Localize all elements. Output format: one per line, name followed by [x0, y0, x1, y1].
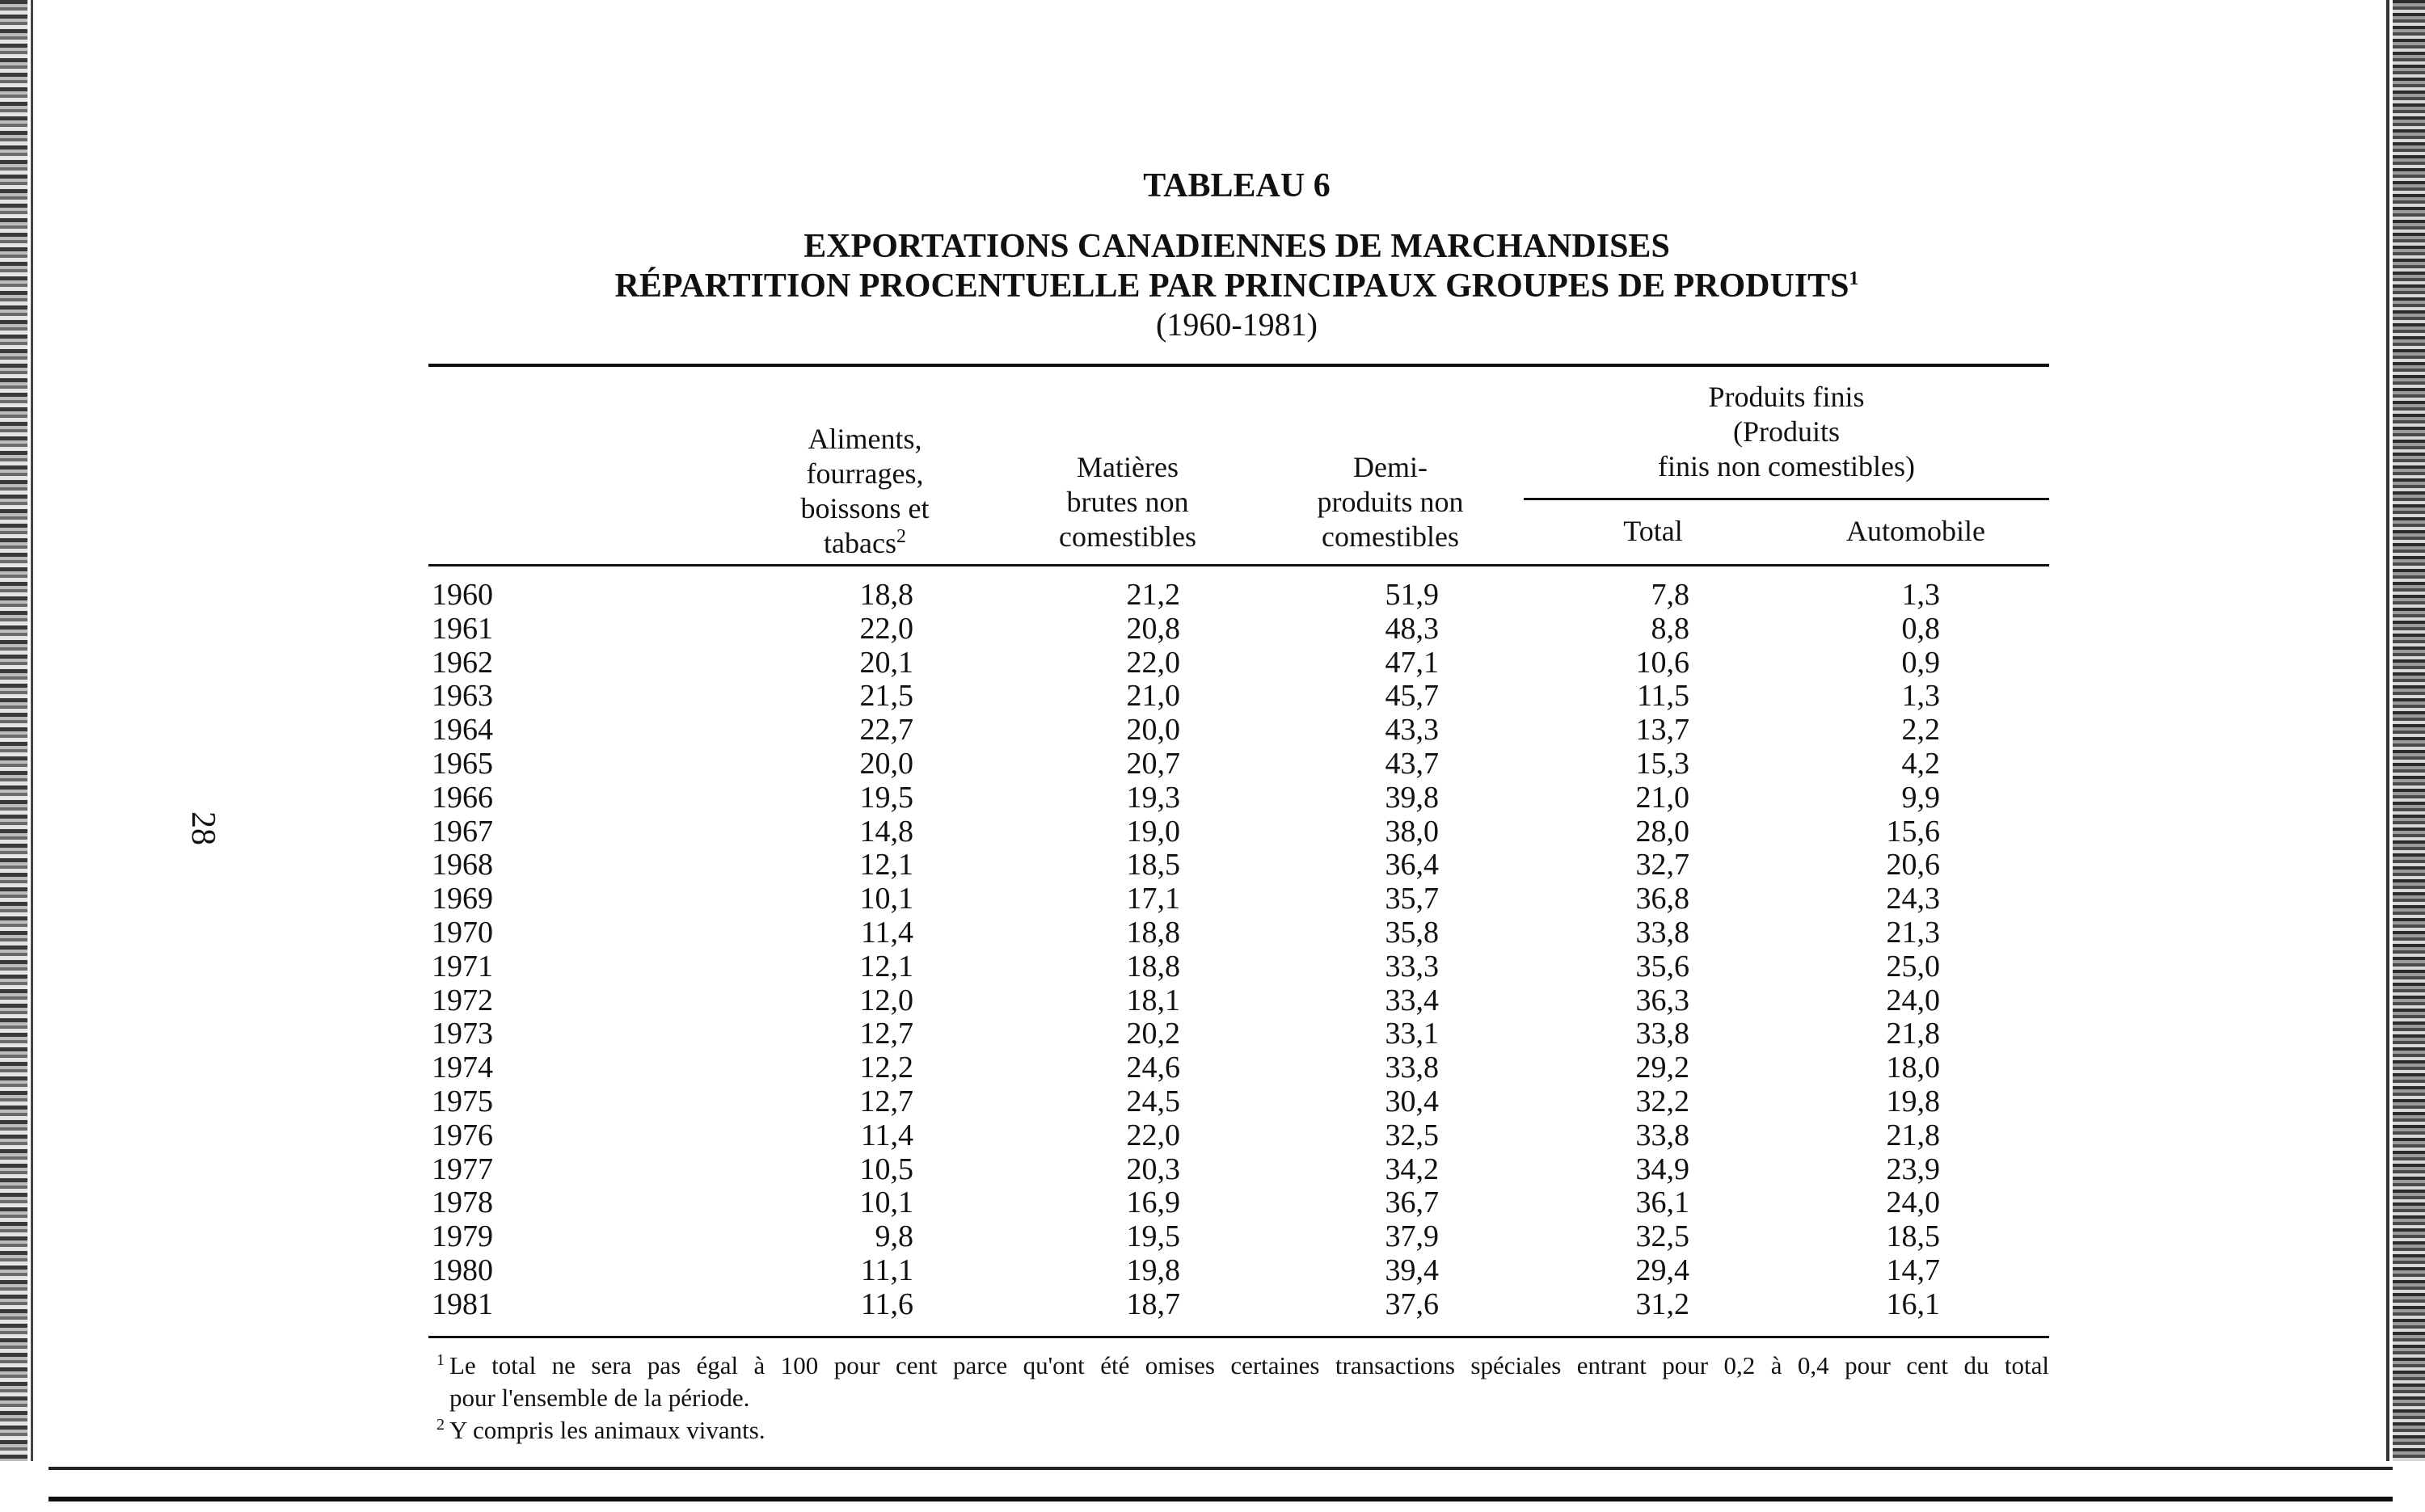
footnote-ref-2: 2 [896, 526, 906, 547]
footnote-1 [436, 1350, 2049, 1382]
cell-auto: 21,8 [1886, 1017, 1940, 1051]
cell-food: 12,7 [859, 1017, 913, 1051]
table-row [428, 612, 2045, 646]
cell-year: 1966 [432, 780, 493, 815]
cell-year: 1972 [432, 983, 493, 1017]
cell-year: 1961 [432, 611, 493, 646]
scan-right-border [2386, 0, 2389, 1512]
table-row [428, 1118, 2045, 1152]
cell-food: 22,7 [859, 713, 913, 748]
finished-group-rule [1524, 498, 2049, 500]
cell-total: 36,1 [1635, 1186, 1689, 1220]
cell-semi: 36,7 [1385, 1186, 1439, 1220]
footnote-ref-1: 1 [1849, 268, 1859, 289]
cell-crude: 20,7 [1126, 747, 1180, 781]
cell-food: 12,1 [859, 949, 913, 983]
col-header-food-line [752, 526, 978, 561]
cell-crude: 20,3 [1126, 1152, 1180, 1186]
cell-year: 1969 [432, 882, 493, 916]
table-row [428, 1152, 2045, 1186]
cell-food: 10,1 [859, 1186, 913, 1220]
cell-semi: 32,5 [1385, 1118, 1439, 1152]
cell-total: 21,0 [1635, 780, 1689, 815]
scan-left-border [31, 0, 33, 1512]
cell-semi: 34,2 [1385, 1152, 1439, 1186]
cell-year: 1963 [432, 679, 493, 714]
cell-crude: 22,0 [1126, 645, 1180, 680]
col-header-crude-line: Matières [1077, 451, 1179, 483]
cell-total: 32,7 [1635, 848, 1689, 882]
cell-year: 1974 [432, 1051, 493, 1085]
cell-year: 1973 [432, 1017, 493, 1051]
table-period: (1960-1981) [1156, 306, 1318, 343]
scan-left-edge [0, 0, 27, 1512]
cell-semi: 48,3 [1385, 611, 1439, 646]
col-header-crude-line: comestibles [1059, 520, 1196, 553]
cell-semi: 51,9 [1385, 578, 1439, 612]
table-row [428, 1219, 2045, 1253]
cell-year: 1976 [432, 1118, 493, 1152]
cell-total: 36,3 [1635, 983, 1689, 1017]
cell-auto: 0,9 [1901, 645, 1940, 680]
cell-crude: 19,3 [1126, 780, 1180, 815]
cell-total: 28,0 [1635, 814, 1689, 849]
col-header-semi-line: Demi- [1353, 451, 1428, 483]
cell-auto: 19,8 [1886, 1085, 1940, 1118]
cell-auto: 23,9 [1886, 1152, 1940, 1186]
cell-food: 18,8 [859, 578, 913, 612]
cell-crude: 20,8 [1126, 611, 1180, 646]
cell-total: 15,3 [1635, 747, 1689, 781]
cell-food: 12,1 [859, 848, 913, 882]
cell-auto: 16,1 [1886, 1287, 1940, 1321]
col-header-food-text: tabacs [824, 527, 896, 559]
cell-auto: 1,3 [1901, 679, 1940, 714]
table-row [428, 679, 2045, 713]
cell-total: 10,6 [1635, 645, 1689, 680]
cell-semi: 43,7 [1385, 747, 1439, 781]
col-header-food-line: Aliments, [808, 423, 922, 455]
cell-total: 33,8 [1635, 1118, 1689, 1152]
cell-auto: 1,3 [1901, 578, 1940, 612]
cell-auto: 20,6 [1886, 848, 1940, 882]
cell-auto: 0,8 [1901, 611, 1940, 646]
col-header-crude-line: brutes non [1066, 486, 1189, 518]
col-header-crude [1018, 450, 1237, 554]
table-top-rule [428, 364, 2049, 367]
table-row [428, 950, 2045, 983]
cell-crude: 19,8 [1126, 1253, 1180, 1287]
cell-food: 11,1 [860, 1253, 913, 1287]
cell-semi: 43,3 [1385, 713, 1439, 748]
cell-crude: 19,0 [1126, 814, 1180, 849]
cell-food: 20,1 [859, 645, 913, 680]
cell-auto: 18,0 [1886, 1051, 1940, 1085]
cell-year: 1967 [432, 814, 493, 849]
footnote-1-cont: pour l'ensemble de la période. [449, 1384, 750, 1412]
cell-auto: 18,5 [1886, 1219, 1940, 1254]
scan-bottom-rule-thick [48, 1497, 2393, 1501]
cell-food: 11,4 [860, 916, 913, 950]
cell-semi: 45,7 [1385, 679, 1439, 714]
col-header-finished-group [1584, 380, 1988, 484]
table-row [428, 1253, 2045, 1287]
table-title-line2 [428, 267, 2045, 305]
cell-year: 1962 [432, 645, 493, 680]
cell-food: 10,1 [859, 882, 913, 916]
table-bottom-rule [428, 1336, 2049, 1338]
cell-crude: 24,6 [1126, 1051, 1180, 1085]
cell-semi: 38,0 [1385, 814, 1439, 849]
cell-auto: 21,8 [1886, 1118, 1940, 1152]
cell-crude: 21,0 [1126, 679, 1180, 714]
cell-crude: 18,8 [1126, 949, 1180, 983]
col-header-finished-line: Produits finis [1708, 381, 1865, 413]
cell-year: 1968 [432, 848, 493, 882]
cell-auto: 25,0 [1886, 949, 1940, 983]
col-header-semi [1269, 450, 1512, 554]
cell-semi: 39,4 [1385, 1253, 1439, 1287]
cell-auto: 14,7 [1886, 1253, 1940, 1287]
cell-total: 33,8 [1635, 1017, 1689, 1051]
cell-crude: 21,2 [1126, 578, 1180, 612]
cell-semi: 30,4 [1385, 1085, 1439, 1118]
cell-year: 1970 [432, 916, 493, 950]
footnote-2-mark: 2 [436, 1415, 445, 1434]
cell-food: 11,6 [860, 1287, 913, 1321]
table-row [428, 781, 2045, 815]
cell-crude: 24,5 [1126, 1085, 1180, 1118]
cell-auto: 15,6 [1886, 814, 1940, 849]
cell-year: 1960 [432, 578, 493, 612]
table-row [428, 1017, 2045, 1051]
cell-total: 36,8 [1635, 882, 1689, 916]
cell-auto: 2,2 [1901, 713, 1940, 748]
col-header-food-line: boissons et [800, 492, 930, 524]
cell-year: 1971 [432, 949, 493, 983]
cell-year: 1964 [432, 713, 493, 748]
cell-total: 13,7 [1635, 713, 1689, 748]
cell-auto: 24,3 [1886, 882, 1940, 916]
cell-total: 32,2 [1635, 1085, 1689, 1118]
table-row [428, 916, 2045, 950]
cell-crude: 22,0 [1126, 1118, 1180, 1152]
cell-semi: 35,8 [1385, 916, 1439, 950]
cell-auto: 24,0 [1886, 983, 1940, 1017]
cell-year: 1980 [432, 1253, 493, 1287]
table-row [428, 578, 2045, 612]
cell-total: 29,4 [1635, 1253, 1689, 1287]
cell-auto: 9,9 [1901, 780, 1940, 815]
table-row [428, 848, 2045, 882]
cell-crude: 18,7 [1126, 1287, 1180, 1321]
table-label: TABLEAU 6 [1143, 167, 1331, 204]
cell-crude: 16,9 [1126, 1186, 1180, 1220]
cell-year: 1981 [432, 1287, 493, 1321]
col-header-semi-line: produits non [1317, 486, 1464, 518]
cell-food: 22,0 [859, 611, 913, 646]
cell-year: 1975 [432, 1085, 493, 1118]
col-header-automobile: Automobile [1846, 515, 1985, 547]
cell-food: 10,5 [859, 1152, 913, 1186]
cell-semi: 33,8 [1385, 1051, 1439, 1085]
cell-crude: 20,2 [1126, 1017, 1180, 1051]
cell-total: 8,8 [1651, 611, 1689, 646]
cell-year: 1979 [432, 1219, 493, 1254]
page-number: 28 [184, 811, 221, 845]
cell-food: 11,4 [860, 1118, 913, 1152]
cell-total: 7,8 [1651, 578, 1689, 612]
cell-crude: 18,1 [1126, 983, 1180, 1017]
cell-food: 12,0 [859, 983, 913, 1017]
cell-year: 1965 [432, 747, 493, 781]
table-title-block [428, 162, 2045, 344]
cell-total: 31,2 [1635, 1287, 1689, 1321]
table-title-line1: EXPORTATIONS CANADIENNES DE MARCHANDISES [803, 228, 1670, 265]
cell-semi: 36,4 [1385, 848, 1439, 882]
table-row [428, 646, 2045, 680]
cell-total: 35,6 [1635, 949, 1689, 983]
col-header-finished-line: (Produits [1732, 415, 1840, 448]
cell-food: 14,8 [859, 814, 913, 849]
cell-semi: 33,3 [1385, 949, 1439, 983]
footnote-1-line1: Le total ne sera pas égal à 100 pour cent parce qu'ont été omises certaines transactions spéciales entrant pour 0,2 à 0,4 pour cent du total [449, 1351, 2049, 1379]
cell-food: 21,5 [859, 679, 913, 714]
cell-year: 1978 [432, 1186, 493, 1220]
col-header-total: Total [1623, 515, 1683, 547]
cell-total: 33,8 [1635, 916, 1689, 950]
cell-crude: 18,5 [1126, 848, 1180, 882]
cell-auto: 21,3 [1886, 916, 1940, 950]
col-header-semi-line: comestibles [1322, 520, 1459, 553]
cell-food: 20,0 [859, 747, 913, 781]
table-row [428, 1287, 2045, 1321]
col-header-finished-line: finis non comestibles) [1658, 450, 1915, 482]
cell-year: 1977 [432, 1152, 493, 1186]
footnote-2 [436, 1414, 2049, 1447]
cell-auto: 4,2 [1901, 747, 1940, 781]
header-bottom-rule [428, 564, 2049, 566]
footnotes [436, 1350, 2049, 1447]
cell-semi: 39,8 [1385, 780, 1439, 815]
cell-auto: 24,0 [1886, 1186, 1940, 1220]
cell-semi: 35,7 [1385, 882, 1439, 916]
cell-food: 12,7 [859, 1085, 913, 1118]
cell-crude: 18,8 [1126, 916, 1180, 950]
table-row [428, 713, 2045, 747]
cell-semi: 33,1 [1385, 1017, 1439, 1051]
cell-semi: 37,9 [1385, 1219, 1439, 1254]
scan-right-edge [2393, 0, 2425, 1512]
table-row [428, 815, 2045, 849]
table-row [428, 882, 2045, 916]
table-row [428, 1051, 2045, 1085]
col-header-food-line: fourrages, [806, 457, 924, 490]
scan-bottom-rule [48, 1467, 2393, 1470]
cell-total: 11,5 [1636, 679, 1689, 714]
cell-total: 32,5 [1635, 1219, 1689, 1254]
cell-crude: 19,5 [1126, 1219, 1180, 1254]
cell-crude: 17,1 [1126, 882, 1180, 916]
footnote-2-text: Y compris les animaux vivants. [449, 1416, 765, 1444]
col-header-food [752, 422, 978, 561]
table-row [428, 983, 2045, 1017]
cell-crude: 20,0 [1126, 713, 1180, 748]
table-title-line2-text: RÉPARTITION PROCENTUELLE PAR PRINCIPAUX GROUPES DE PRODUITS [614, 267, 1849, 305]
table-row [428, 1085, 2045, 1118]
table-row [428, 747, 2045, 781]
cell-food: 9,8 [875, 1219, 913, 1254]
cell-semi: 37,6 [1385, 1287, 1439, 1321]
footnote-1-mark: 1 [436, 1350, 445, 1369]
cell-food: 19,5 [859, 780, 913, 815]
cell-total: 34,9 [1635, 1152, 1689, 1186]
cell-semi: 47,1 [1385, 645, 1439, 680]
table-row [428, 1186, 2045, 1219]
cell-total: 29,2 [1635, 1051, 1689, 1085]
cell-food: 12,2 [859, 1051, 913, 1085]
cell-semi: 33,4 [1385, 983, 1439, 1017]
